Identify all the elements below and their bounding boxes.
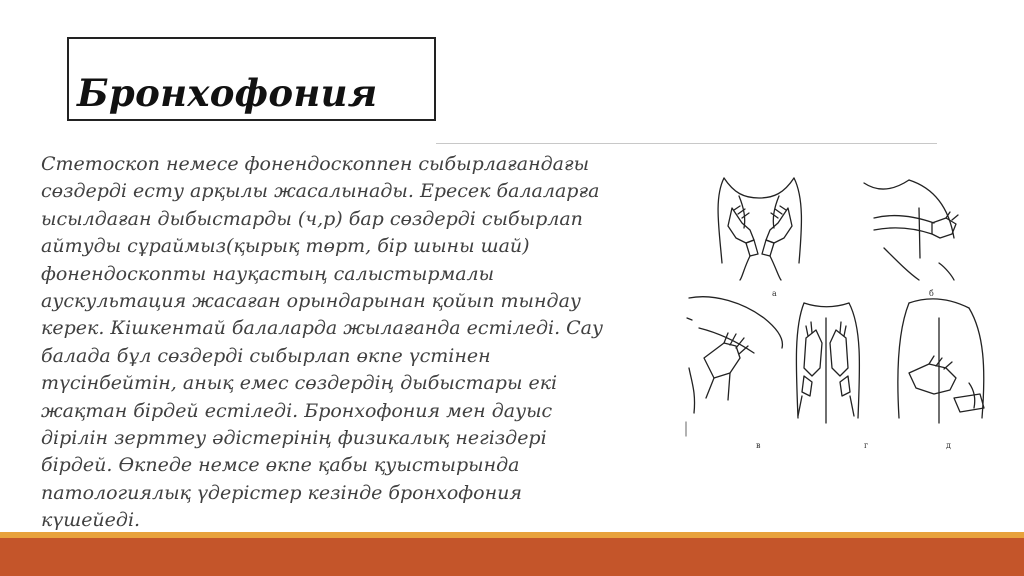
body-line: айтуды сұраймыз(қырық төрт, бір шыны шай): [41, 235, 530, 258]
footer-bar: [0, 538, 1024, 576]
body-line: жақтан бірдей естіледі. Бронхофония мен дауыс: [41, 399, 553, 422]
panel-d-drawing: [898, 299, 984, 423]
panel-a-drawing: [718, 178, 801, 280]
panel-g-drawing: [796, 303, 859, 423]
body-line: түсінбейтін, анық емес сөздердің дыбыстары екі: [41, 372, 558, 395]
body-line: сөздерді есту арқылы жасалынады. Ересек балаларға: [41, 180, 600, 203]
title-box: [67, 37, 436, 121]
panel-b-drawing: [864, 180, 958, 280]
panel-label-g: г: [864, 441, 869, 450]
body-line: бірдей. Өкпеде немсе өкпе қабы қуыстырында: [41, 454, 520, 477]
auscultation-illustration: [684, 168, 994, 453]
panel-label-b: б: [929, 289, 934, 298]
body-line: патологиялық үдерістер кезінде бронхофония: [41, 481, 522, 504]
slide-title: Бронхофония: [77, 71, 378, 115]
body-line: күшейеді.: [41, 509, 141, 532]
title-divider: [436, 143, 937, 144]
panel-label-a: а: [772, 289, 777, 298]
body-line: керек. Кішкентай балаларда жылағанда естіледі. Сау: [41, 317, 604, 340]
panel-label-d: д: [946, 441, 951, 450]
body-text: [41, 151, 671, 535]
body-line: ысылдаған дыбыстарды (ч,р) бар сөздерді сыбырлап: [41, 207, 583, 230]
body-line: Стетоскоп немесе фонендоскоппен сыбырлағандағы: [41, 153, 590, 175]
body-line: фонендоскопты науқастың салыстырмалы: [41, 262, 495, 285]
body-line: дірілін зерттеу әдістерінің физикалық негіздері: [41, 427, 547, 450]
panel-c-drawing: [687, 297, 782, 413]
body-line: аускультация жасаған орындарынан қойып тындау: [41, 290, 581, 313]
panel-label-c: в: [756, 441, 761, 450]
body-line: балада бұл сөздерді сыбырлап өкпе үстінен: [41, 344, 491, 367]
